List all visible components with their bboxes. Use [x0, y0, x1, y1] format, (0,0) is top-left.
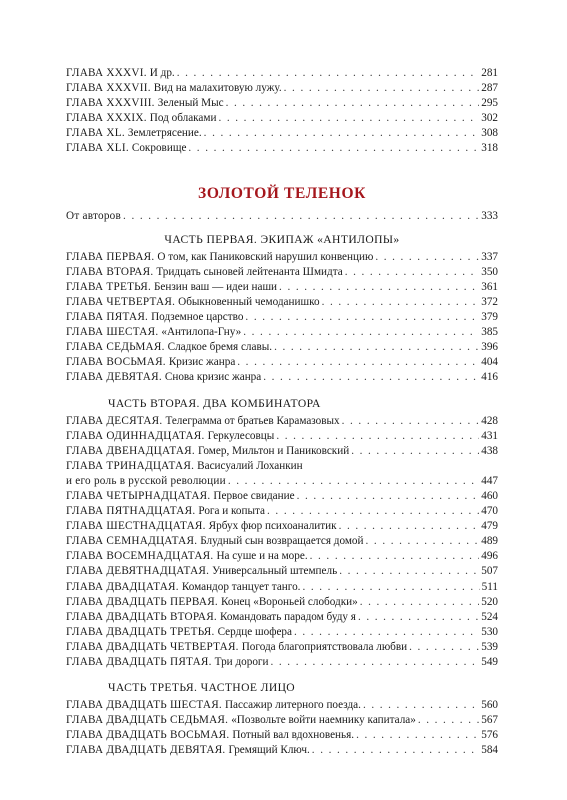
chapter-title: «Позвольте войти наемнику капитала»: [231, 714, 416, 727]
dot-leader: [345, 265, 480, 280]
page-number: 385: [481, 326, 498, 339]
chapter-number: ГЛАВА ТРЕТЬЯ.: [66, 280, 151, 293]
page-number: 379: [481, 311, 498, 324]
chapter-title: Командор танцует танго.: [181, 580, 301, 593]
toc-entry[interactable]: [66, 625, 498, 640]
toc-entry[interactable]: [66, 698, 498, 713]
chapter-number: ГЛАВА ЧЕТЫРНАДЦАТАЯ.: [66, 489, 211, 502]
chapter-number: ГЛАВА ПЯТНАДЦАТАЯ.: [66, 505, 196, 518]
toc-entry[interactable]: [66, 96, 498, 111]
chapter-title: Рога и копыта: [198, 505, 266, 518]
section-title: ЗОЛОТОЙ ТЕЛЕНОК: [198, 184, 366, 202]
chapter-title: Кризис жанра: [168, 356, 236, 369]
page-number: 470: [481, 505, 498, 518]
dot-leader: [243, 325, 479, 340]
page-number: 520: [481, 595, 498, 608]
dot-leader: [226, 96, 480, 111]
dot-leader: [358, 610, 479, 625]
chapter-number: ГЛАВА ДВАДЦАТЬ ВТОРАЯ.: [66, 610, 217, 623]
part-heading: ЧАСТЬ ВТОРАЯ. ДВА КОМБИНАТОРА: [108, 396, 321, 410]
toc-entry[interactable]: [66, 610, 498, 625]
dot-leader: [339, 519, 480, 534]
chapter-title: Сердце шофера: [217, 625, 292, 638]
dot-leader: [276, 429, 479, 444]
chapter-title: Зеленый Мыс: [157, 97, 224, 110]
part-three-list: [66, 698, 498, 758]
toc-entry-authors[interactable]: [66, 209, 498, 224]
toc-entry[interactable]: [66, 580, 498, 595]
chapter-number: ГЛАВА ДЕСЯТАЯ.: [66, 414, 163, 427]
toc-entry[interactable]: [66, 126, 498, 141]
chapter-title: Бензин ваш — идеи наши: [154, 280, 278, 293]
chapter-title: Гремящий Ключ.: [228, 744, 310, 757]
dot-leader: [204, 126, 480, 141]
dot-leader: [356, 728, 479, 743]
page-number: 318: [481, 142, 498, 155]
chapter-number: ГЛАВА СЕМНАДЦАТАЯ.: [66, 535, 198, 548]
chapter-number: ГЛАВА ШЕСТНАДЦАТАЯ.: [66, 520, 206, 533]
dot-leader: [312, 743, 479, 758]
toc-entry-continuation[interactable]: [66, 474, 498, 489]
chapter-title: «Антилопа-Гну»: [161, 326, 242, 339]
page-number: 460: [481, 489, 498, 502]
page-number: 560: [481, 699, 498, 712]
chapter-title-continued: и его роль в русской революции: [66, 474, 226, 487]
chapter-title: Снова кризис жанра: [164, 371, 262, 384]
dot-leader: [351, 444, 479, 459]
page-number: 350: [481, 265, 498, 278]
toc-entry[interactable]: [66, 595, 498, 610]
toc-entry[interactable]: [66, 370, 498, 385]
chapter-number: ГЛАВА XXXVIII.: [66, 97, 155, 110]
page-number: 372: [481, 295, 498, 308]
chapter-number: ГЛАВА ПЯТАЯ.: [66, 311, 149, 324]
page-number: 539: [481, 640, 498, 653]
toc-entry[interactable]: [66, 265, 498, 280]
chapter-number: ГЛАВА ДЕВЯТАЯ.: [66, 371, 162, 384]
page-number: 524: [481, 610, 498, 623]
page-number: 428: [481, 414, 498, 427]
dot-leader: [310, 549, 480, 564]
chapter-title: Командовать парадом буду я: [219, 610, 356, 623]
chapter-number: ГЛАВА ДВАДЦАТЬ ВОСЬМАЯ.: [66, 729, 230, 742]
toc-entry[interactable]: [66, 713, 498, 728]
chapter-number: ГЛАВА ОДИННАДЦАТАЯ.: [66, 429, 205, 442]
chapter-title: Гомер, Мильтон и Паниковский: [197, 444, 350, 457]
part-heading: ЧАСТЬ ТРЕТЬЯ. ЧАСТНОЕ ЛИЦО: [108, 681, 296, 695]
page-number: 302: [481, 112, 498, 125]
page-number: 447: [481, 474, 498, 487]
chapter-number: ГЛАВА ВОСЬМАЯ.: [66, 356, 166, 369]
dot-leader: [294, 625, 479, 640]
chapter-title: Тридцать сыновей лейтенанта Шмидта: [156, 265, 343, 278]
chapter-number: ГЛАВА ДЕВЯТНАДЦАТАЯ.: [66, 565, 210, 578]
toc-entry[interactable]: [66, 444, 498, 459]
dot-leader: [322, 295, 480, 310]
page-number: 576: [481, 729, 498, 742]
page-number: 396: [481, 341, 498, 354]
toc-entry[interactable]: [66, 743, 498, 758]
dot-leader: [218, 111, 479, 126]
dot-leader: [267, 504, 479, 519]
toc-entry[interactable]: [66, 429, 498, 444]
page-number: 438: [481, 444, 498, 457]
dot-leader: [228, 474, 479, 489]
chapter-number: ГЛАВА ПЕРВАЯ.: [66, 250, 155, 263]
dot-leader: [339, 564, 479, 579]
page-number: 479: [481, 520, 498, 533]
chapter-number: ГЛАВА XXXIX.: [66, 112, 147, 125]
toc-entry[interactable]: [66, 504, 498, 519]
chapter-number: ГЛАВА ДВАДЦАТЬ ПЯТАЯ.: [66, 656, 212, 668]
chapter-number: ГЛАВА ТРИНАДЦАТАЯ.: [66, 459, 195, 472]
chapter-title: О том, как Паниковский нарушил конвенцию: [157, 250, 374, 263]
chapter-title: Пассажир литерного поезда.: [224, 699, 361, 712]
page-number: 361: [481, 280, 498, 293]
part-heading: ЧАСТЬ ПЕРВАЯ. ЭКИПАЖ «АНТИЛОПЫ»: [164, 232, 400, 246]
toc-entry[interactable]: [66, 141, 498, 156]
page-number: 530: [481, 625, 498, 638]
chapter-number: ГЛАВА ШЕСТАЯ.: [66, 326, 159, 339]
dot-leader: [274, 340, 479, 355]
toc-entry[interactable]: [66, 280, 498, 295]
toc-entry[interactable]: [66, 340, 498, 355]
dot-leader: [360, 595, 480, 610]
dot-leader: [177, 66, 479, 81]
chapter-title: Конец «Вороньей слободки»: [220, 595, 358, 608]
chapter-number: ГЛАВА ДВАДЦАТЬ ТРЕТЬЯ.: [66, 625, 215, 638]
toc-entry[interactable]: [66, 640, 498, 655]
chapter-title: Погода благоприятствовала любви: [241, 640, 408, 653]
toc-entry[interactable]: [66, 66, 498, 81]
toc-entry[interactable]: [66, 325, 498, 340]
chapter-number: ГЛАВА ДВЕНАДЦАТАЯ.: [66, 444, 195, 457]
chapter-title: Универсальный штемпель: [212, 565, 338, 578]
chapter-title: Первое свидание: [213, 489, 295, 502]
toc-entry[interactable]: [66, 111, 498, 126]
chapter-title: Сладкое бремя славы.: [167, 341, 273, 354]
toc-entry[interactable]: [66, 250, 498, 265]
dot-leader: [188, 141, 479, 156]
chapter-number: ГЛАВА ВОСЕМНАДЦАТАЯ.: [66, 550, 214, 563]
chapter-number: ГЛАВА XL.: [66, 127, 125, 140]
page-number: 584: [481, 744, 498, 757]
dot-leader: [237, 355, 479, 370]
toc-entry[interactable]: [66, 564, 498, 579]
chapter-title: Ярбух фюр психоаналитик: [208, 520, 337, 533]
chapter-title: Землетрясение.: [127, 127, 202, 140]
page-number: 507: [481, 565, 498, 578]
entry-title: От авторов: [66, 209, 122, 222]
dot-leader: [418, 713, 479, 728]
chapter-title: Под облаками: [149, 112, 217, 125]
chapter-number: ГЛАВА XXXVII.: [66, 82, 151, 95]
dot-leader: [263, 370, 479, 385]
toc-entry[interactable]: [66, 414, 498, 429]
chapter-title: Васисуалий Лоханкин: [197, 459, 303, 472]
toc-entry[interactable]: [66, 728, 498, 743]
chapter-number: ГЛАВА СЕДЬМАЯ.: [66, 341, 165, 354]
chapter-title: Потный вал вдохновенья.: [232, 729, 355, 742]
table-of-contents: [66, 66, 498, 758]
dot-leader: [245, 310, 479, 325]
chapter-number: ГЛАВА ДВАДЦАТЬ СЕДЬМАЯ.: [66, 714, 229, 727]
page-number: 404: [481, 356, 498, 369]
page-number: 431: [481, 429, 498, 442]
chapter-title: Подземное царство: [151, 311, 244, 324]
page-number: 281: [481, 67, 498, 79]
dot-leader: [302, 580, 479, 595]
chapter-number: ГЛАВА ДВАДЦАТЬ ПЕРВАЯ.: [66, 595, 218, 608]
page-number: 511: [481, 580, 498, 593]
dot-leader: [375, 250, 479, 265]
toc-entry[interactable]: [66, 655, 498, 670]
chapter-title: Вид на малахитовую лужу.: [153, 82, 282, 95]
page-number: 567: [481, 714, 498, 727]
page-number: 416: [481, 371, 498, 384]
chapter-number: ГЛАВА ВТОРАЯ.: [66, 265, 154, 278]
part-one-list: [66, 250, 498, 386]
page-number: 549: [481, 656, 498, 668]
part-two-list: [66, 414, 498, 671]
toc-entry[interactable]: [66, 519, 498, 534]
chapter-title: Обыкновенный чемоданишко: [178, 295, 320, 308]
dot-leader: [284, 81, 480, 96]
toc-entry[interactable]: [66, 534, 498, 549]
chapter-number: ГЛАВА ДВАДЦАТЬ ЧЕТВЕРТАЯ.: [66, 640, 239, 653]
page-number: 333: [481, 209, 498, 222]
toc-entry[interactable]: [66, 81, 498, 96]
page-number: 295: [481, 97, 498, 110]
chapter-number: ГЛАВА ДВАДЦАТЬ ДЕВЯТАЯ.: [66, 744, 226, 757]
chapter-number: ГЛАВА ДВАДЦАТАЯ.: [66, 580, 179, 593]
page-number: 308: [481, 127, 498, 140]
toc-entry[interactable]: [66, 355, 498, 370]
toc-entry[interactable]: [66, 310, 498, 325]
chapter-number: ГЛАВА XXXVI.: [66, 67, 147, 79]
toc-entry[interactable]: [66, 549, 498, 564]
chapter-number: ГЛАВА ДВАДЦАТЬ ШЕСТАЯ.: [66, 699, 222, 712]
dot-leader: [271, 655, 480, 670]
dot-leader: [279, 280, 479, 295]
chapter-number: ГЛАВА ЧЕТВЕРТАЯ.: [66, 295, 176, 308]
chapter-title: Геркулесовцы: [207, 429, 275, 442]
dot-leader: [297, 489, 480, 504]
chapter-title: Блудный сын возвращается домой: [200, 535, 364, 548]
page-number: 489: [481, 535, 498, 548]
chapter-title: Телеграмма от братьев Карамазовых: [165, 414, 340, 427]
chapter-title: Три дороги: [214, 656, 269, 668]
chapter-title: На суше и на море.: [216, 550, 308, 563]
toc-continued-list: [66, 66, 498, 157]
dot-leader: [342, 414, 480, 429]
toc-entry[interactable]: [66, 489, 498, 504]
dot-leader: [363, 698, 479, 713]
chapter-title: Сокровище: [131, 142, 187, 155]
dot-leader: [123, 209, 479, 224]
page-number: 337: [481, 250, 498, 263]
dot-leader: [409, 640, 479, 655]
page-number: 287: [481, 82, 498, 95]
chapter-title: И др.: [149, 67, 175, 79]
toc-entry-first-line[interactable]: [66, 459, 498, 474]
chapter-number: ГЛАВА XLI.: [66, 142, 129, 155]
dot-leader: [366, 534, 480, 549]
toc-entry[interactable]: [66, 295, 498, 310]
page-number: 496: [481, 550, 498, 563]
